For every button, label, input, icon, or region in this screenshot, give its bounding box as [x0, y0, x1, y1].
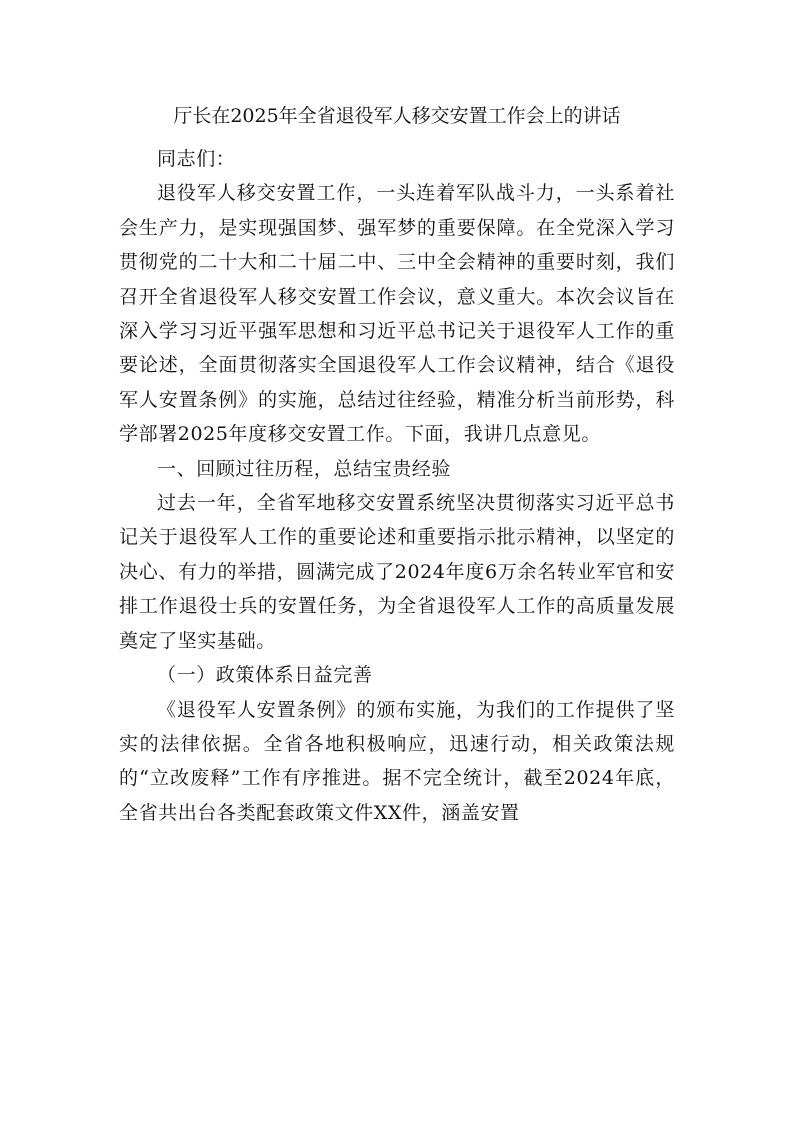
paragraph-review: 过去一年，全省军地移交安置系统坚决贯彻落实习近平总书记关于退役军人工作的重要论述和重要指示批示精神，以坚定的决心、有力的举措，圆满完成了2024年度6万余名转业军官和安排工作退役士兵的安置任务，为全省退役军人工作的高质量发展奠定了坚实基础。: [119, 492, 675, 652]
section-heading-1: 一、回顾过往历程，总结宝贵经验: [157, 457, 452, 480]
paragraph-intro: 退役军人移交安置工作，一头连着军队战斗力，一头系着社会生产力，是实现强国梦、强军梦的重要保障。在全党深入学习贯彻党的二十大和二十届二中、三中全会精神的重要时刻，我们召开全省退役军人移交安置工作会议，意义重大。本次会议旨在深入学习习近平强军思想和习近平总书记关于退役军人工作的重要论述，全面贯彻落实全国退役军人工作会议精神，结合《退役军人安置条例》的实施，总结过往经验，精准分析当前形势，科学部署2025年度移交安置工作。下面，我讲几点意见。: [119, 182, 675, 446]
subsection-heading-1: （一）政策体系日益完善: [157, 664, 373, 687]
greeting: 同志们：: [157, 148, 236, 170]
paragraph-policy: 《退役军人安置条例》的颁布实施，为我们的工作提供了坚实的法律依据。全省各地积极响应，迅速行动，相关政策法规的“立改废释”工作有序推进。据不完全统计，截至2024年底，全省共出台各类配套政策文件XX件，涵盖安置: [119, 698, 675, 824]
document-title: 厅长在2025年全省退役军人移交安置工作会上的讲话: [173, 105, 621, 127]
document-body: [119, 98, 675, 830]
